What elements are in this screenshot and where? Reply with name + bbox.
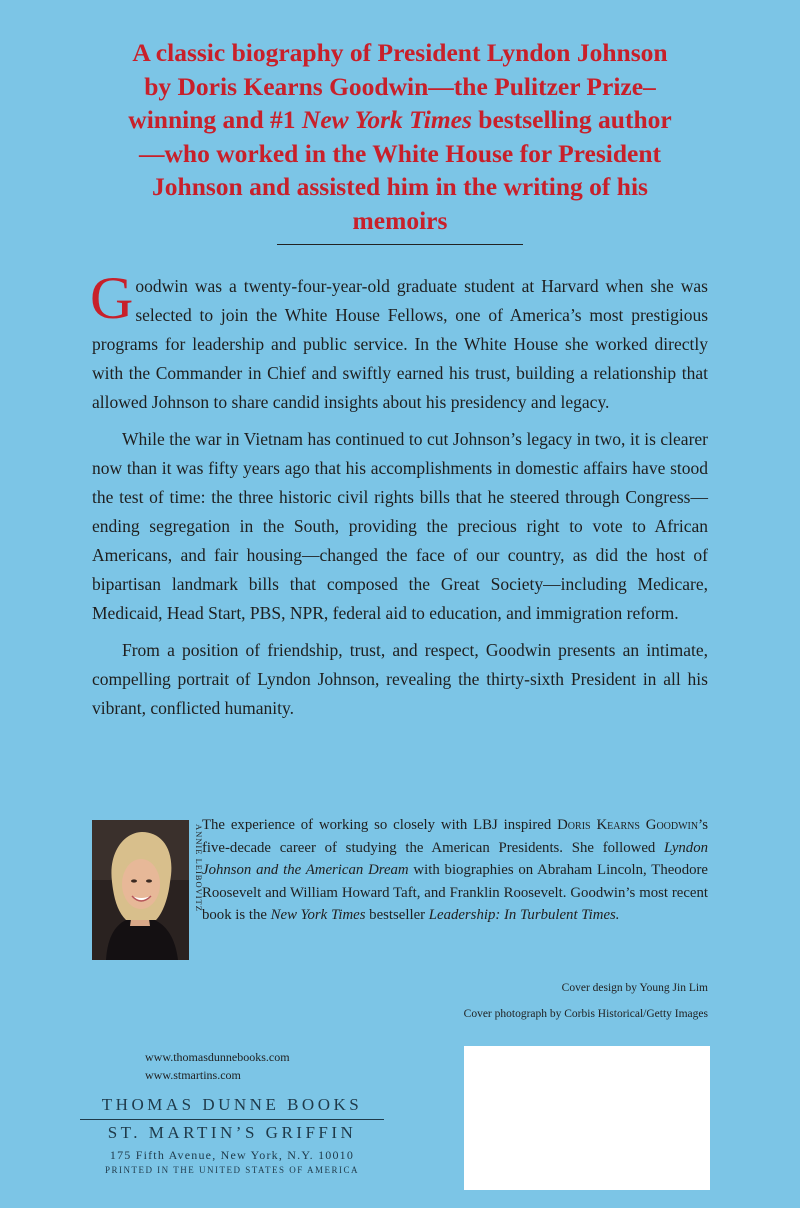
url-st-martins[interactable]: www.stmartins.com <box>145 1068 241 1082</box>
url-thomas-dunne[interactable]: www.thomasdunnebooks.com <box>145 1050 290 1064</box>
publisher-rule <box>80 1119 384 1120</box>
headline-italic-title: New York Times <box>301 105 472 134</box>
blurb-headline <box>120 36 680 237</box>
barcode-area <box>464 1046 710 1190</box>
author-name: Doris Kearns Goodwin <box>557 817 699 833</box>
photo-credit: ANNIE LEIBOVITZ <box>194 824 204 912</box>
paragraph-3: From a position of friendship, trust, and respect, Goodwin presents an intimate, compelling portrait of Lyndon Johnson, revealing the thirty-sixth President in all his vibrant, conflicted humanity. <box>92 640 708 718</box>
description-body <box>90 265 708 723</box>
publisher-name: ST. MARTIN’S GRIFFIN <box>107 1123 357 1142</box>
headline-text-end: bestselling author—who worked in the White House for President Johnson and assisted him in the writing of his memoirs <box>138 105 672 235</box>
author-photo <box>92 820 189 960</box>
book-title: Lyndon Johnson and the American Dream <box>202 839 708 878</box>
headline-text: A classic biography of President Lyndon Johnson by Doris Kearns Goodwin—the Pulitzer Prize–winning and #1 <box>128 38 668 134</box>
author-portrait-illustration <box>92 820 189 960</box>
publisher-address: 175 Fifth Avenue, New York, N.Y. 10010 <box>109 1148 355 1162</box>
publisher-links <box>145 1048 290 1084</box>
printed-in-notice: PRINTED IN THE UNITED STATES OF AMERICA <box>104 1165 360 1175</box>
imprint-name: THOMAS DUNNE BOOKS <box>101 1095 363 1114</box>
cover-credits <box>464 975 708 1027</box>
divider-rule <box>277 244 523 245</box>
paragraph-2: While the war in Vietnam has continued to cut Johnson’s legacy in two, it is clearer now than it was fifty years ago that his accomplishments in domestic affairs have stood the test of time: the three historic civil rights bills that he steered through Congress—ending segregation in the South, providing the precious right to vote to African Americans, and fair housing—changed the face of our country, as did the host of bipartisan landmark bills that composed the Great Society—including Medicare, Medicaid, Head Start, PBS, NPR, federal aid to education, and immigration reform. <box>92 429 708 623</box>
cover-design-credit: Cover design by Young Jin Lim <box>561 982 708 994</box>
publisher-block <box>80 1094 384 1177</box>
drop-cap: G <box>90 265 134 331</box>
cover-photo-credit: Cover photograph by Corbis Historical/Getty Images <box>463 1008 708 1020</box>
book-title-recent: Leadership: In Turbulent Times. <box>428 907 620 923</box>
newspaper-title: New York Times <box>270 907 366 923</box>
paragraph-1: Goodwin was a twenty-four-year-old graduate student at Harvard when she was selected to join the White House Fellows, one of America’s most prestigious programs for leadership and public service. In the White House she worked directly with the Commander in Chief and swiftly earned his trust, building a relationship that allowed Johnson to share candid insights about his presidency and legacy. <box>90 265 708 412</box>
author-bio: The experience of working so closely with LBJ inspired Doris Kearns Goodwin’s five-decade career of studying the American Presidents. She followed Lyndon Johnson and the American Dream with biographies on Abraham Lincoln, Theodore Roosevelt and William Howard Taft, and Franklin Roosevelt. Goodwin’s most recent book is the New York Times bestseller Leadership: In Turbulent Times. <box>202 817 708 923</box>
